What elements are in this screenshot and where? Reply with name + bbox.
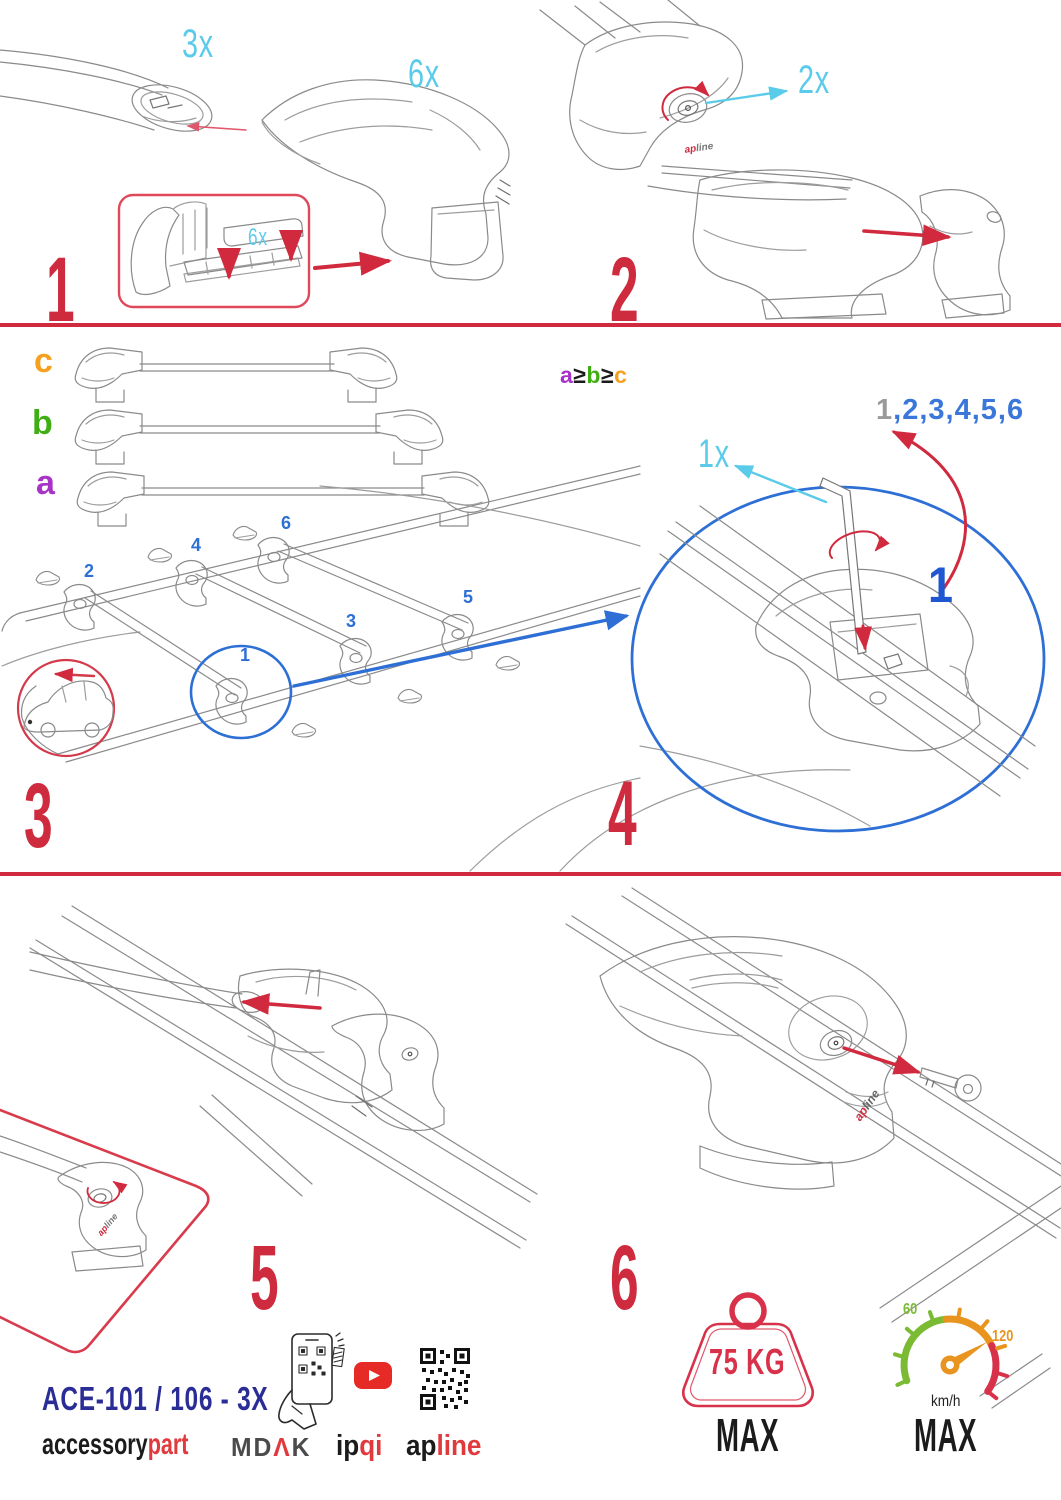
step6-number: 6 (610, 1227, 638, 1329)
apline-black: ap (406, 1430, 437, 1462)
rule-b: b (586, 362, 601, 388)
step3-number: 3 (24, 765, 52, 867)
max-load-value: 75 KG (709, 1341, 786, 1382)
apline-red: line (436, 1430, 482, 1462)
foot-brand-part1: ap (95, 1223, 110, 1238)
phone-qr-scan-icon (276, 1332, 346, 1432)
apline-logo (406, 1432, 481, 1461)
youtube-icon (354, 1362, 392, 1390)
bar-size-label-c: c (34, 342, 53, 380)
speed-tick-high: 120 (992, 1328, 1014, 1345)
step2-number: 2 (610, 239, 638, 341)
foot-brand-part2: line (695, 140, 715, 155)
step1-number: 1 (46, 239, 74, 341)
roof-position-4: 4 (191, 535, 202, 555)
bar-size-label-a: a (36, 464, 55, 502)
step4-number: 4 (608, 763, 636, 865)
roof-position-3: 3 (346, 611, 357, 631)
foot-quantity-label: 6x (408, 52, 440, 96)
bar-size-label-b: b (32, 404, 53, 442)
position-callout: 1 (928, 557, 954, 613)
rule-ge1: ≥ (573, 362, 587, 388)
roof-position-1: 1 (240, 645, 251, 665)
bar-quantity-label: 3x (182, 22, 214, 66)
foot-brand-part1: ap (683, 143, 697, 156)
mdak-part1: MD (231, 1432, 274, 1462)
rule-a: a (560, 362, 574, 388)
sequence-first: 1 (876, 394, 894, 426)
step5-number: 5 (250, 1227, 278, 1329)
foot-brand-part2: line (859, 1087, 883, 1112)
mdak-part3: K (291, 1432, 312, 1462)
ipqi-black: ip (336, 1430, 360, 1462)
tighten-sequence-label (876, 396, 1024, 425)
ipqi-logo (336, 1432, 382, 1461)
foot-brand-part2: line (101, 1211, 120, 1230)
foot-brand-part1: ap (851, 1103, 871, 1124)
pad-quantity-label: 6x (248, 224, 268, 251)
accessorypart-black: accessory (42, 1428, 148, 1461)
roof-position-6: 6 (281, 513, 292, 533)
accessorypart-red: part (147, 1428, 189, 1461)
rule-c: c (614, 362, 628, 388)
step1-step2-illustration (0, 0, 1061, 326)
model-code: ACE-101 / 106 - 3X (42, 1380, 269, 1417)
rule-ge2: ≥ (600, 362, 615, 388)
roof-position-5: 5 (463, 587, 474, 607)
sequence-rest: ,2,3,4,5,6 (893, 394, 1025, 426)
speed-unit: km/h (931, 1393, 961, 1410)
mdak-logo (231, 1434, 311, 1460)
ipqi-red: qi (359, 1430, 383, 1462)
speed-tick-low: 60 (903, 1301, 918, 1318)
tool-quantity-label: 1x (698, 432, 730, 476)
mdak-lambda: Λ (273, 1432, 292, 1462)
max-load-label: MAX (716, 1409, 780, 1461)
qr-code (420, 1348, 470, 1410)
knob-quantity-label: 2x (798, 58, 830, 102)
max-speed-label: MAX (914, 1409, 978, 1461)
bar-size-rule (560, 364, 627, 387)
roof-position-2: 2 (84, 561, 95, 581)
accessorypart-logo (42, 1430, 189, 1460)
